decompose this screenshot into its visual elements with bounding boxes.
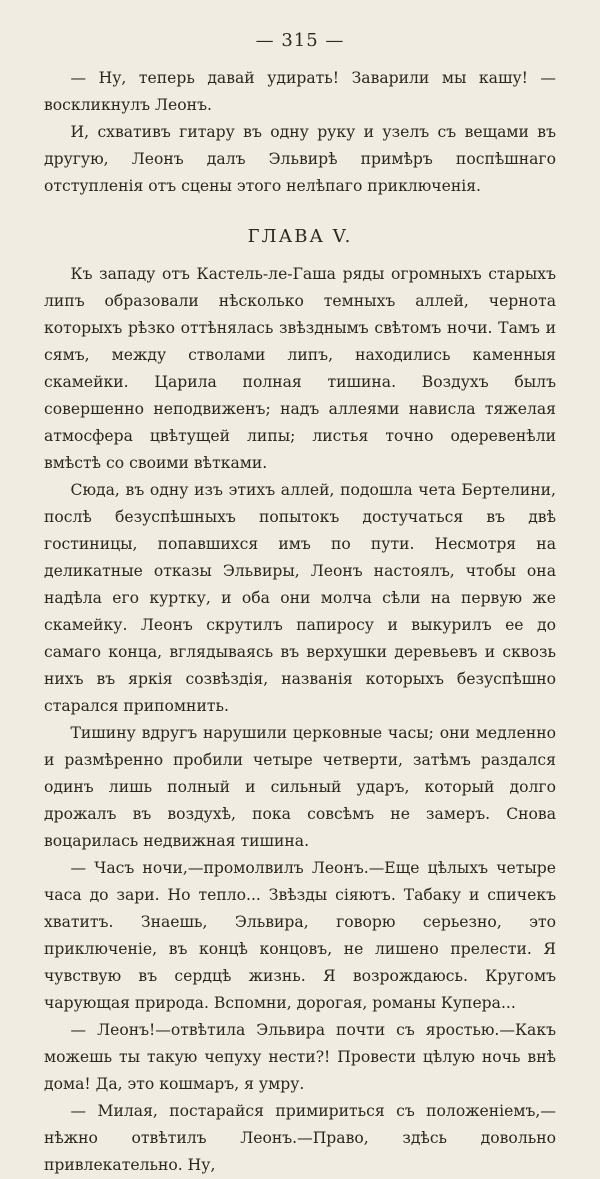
paragraph: — Часъ ночи,—промолвилъ Леонъ.—Еще цѣлыхъ четыре часа до зари. Но тепло... Звѣзды сіяютъ. Табаку и спичекъ хватитъ. Знаешь, Эльвира, говорю серьезно, это приключеніе, въ концѣ концовъ, не лишено прелести. Я чувствую въ сердцѣ жизнь. Я возрождаюсь. Кругомъ чарующая природа. Вспомни, дорогая, романы Купера...	[44, 859, 556, 1012]
paragraph: — Леонъ!—отвѣтила Эльвира почти съ яростью.—Какъ можешь ты такую чепуху нести?! Провести цѣлую ночь внѣ дома! Да, это кошмаръ, я умру.	[44, 1021, 556, 1093]
paragraph: Сюда, въ одну изъ этихъ аллей, подошла чета Бертелини, послѣ безуспѣшныхъ попытокъ достучаться въ двѣ гостиницы, попавшихся имъ по пути. Несмотря на деликатные отказы Эльвиры, Леонъ настоялъ, чтобы она надѣла его куртку, и оба они молча сѣли на первую же скамейку. Леонъ скрутилъ папиросу и выкурилъ ее до самаго конца, вглядываясь въ верхушки деревьевъ и сквозь нихъ въ яркія созвѣздія, названія которыхъ безуспѣшно старался припомнить.	[44, 481, 556, 715]
paragraph: — Милая, постарайся примириться съ положеніемъ,—нѣжно отвѣтилъ Леонъ.—Право, здѣсь довольно привлекательно. Ну,	[44, 1102, 556, 1174]
chapter-title: ГЛАВА V.	[247, 226, 353, 247]
paragraph: И, схвативъ гитару въ одну руку и узелъ съ вещами въ другую, Леонъ далъ Эльвирѣ примѣръ поспѣшнаго отступленія отъ сцены этого нелѣпаго приключенія.	[44, 123, 556, 195]
page-number: — 315 —	[255, 30, 345, 51]
paragraph: — Ну, теперь давай удирать! Заварили мы кашу! — воскликнулъ Леонъ.	[44, 69, 556, 114]
paragraph: Тишину вдругъ нарушили церковные часы; они медленно и размѣренно пробили четыре четверти, затѣмъ раздался одинъ лишь полный и сильный ударъ, который долго дрожалъ въ воздухѣ, пока совсѣмъ не замеръ. Снова воцарилась недвижная тишина.	[44, 724, 556, 850]
paragraph: Къ западу отъ Кастель-ле-Гаша ряды огромныхъ старыхъ липъ образовали нѣсколько темныхъ аллей, чернота которыхъ рѣзко оттѣнялась звѣзднымъ свѣтомъ ночи. Тамъ и сямъ, между стволами липъ, находились каменныя скамейки. Царила полная тишина. Воздухъ былъ совершенно неподвиженъ; надъ аллеями нависла тяжелая атмосфера цвѣтущей липы; листья точно одеревенѣли вмѣстѣ со своими вѣтками.	[44, 265, 556, 472]
